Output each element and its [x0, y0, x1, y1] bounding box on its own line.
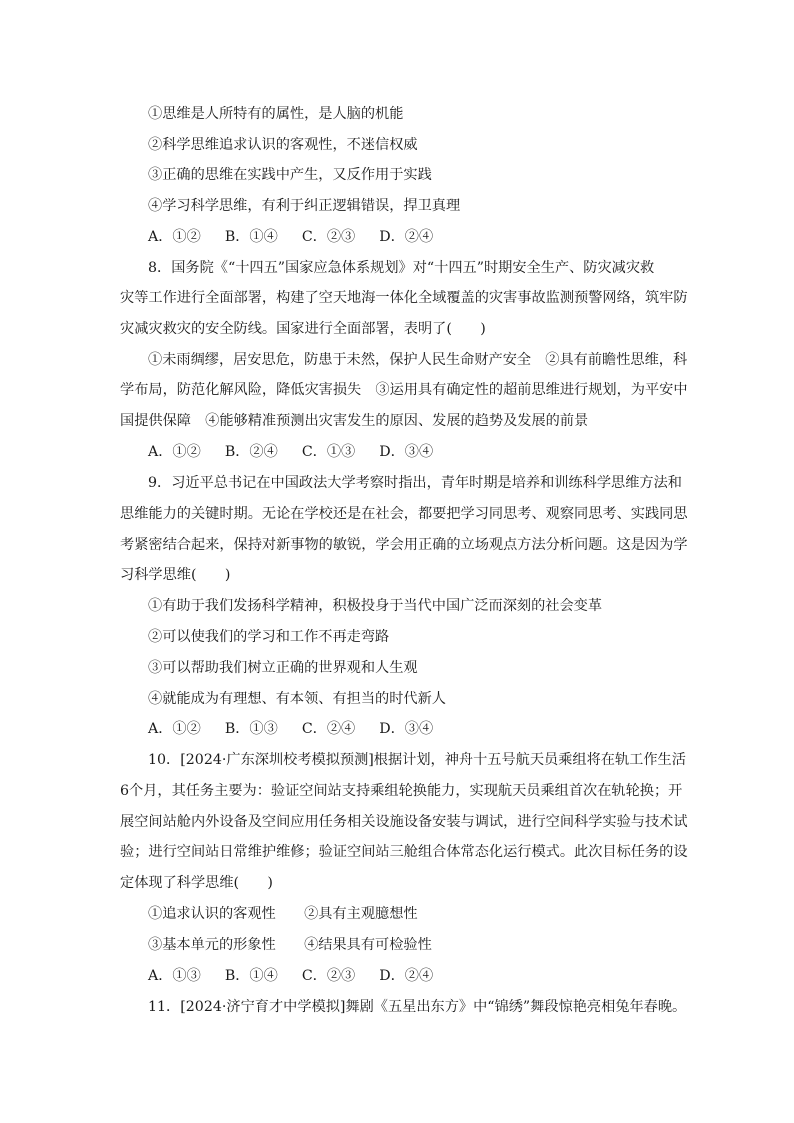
q8-option-d: D．③④ — [379, 444, 434, 460]
q9-option-a: A．①② — [148, 721, 201, 737]
q7-item-1: ①思维是人所特有的属性，是人脑的机能 — [148, 106, 404, 122]
q9-stem-1: 9．习近平总书记在中国政法大学考察时指出，青年时期是培养和训练科学思维方法和 — [148, 475, 682, 491]
q8-stem-1: 8．国务院《“十四五”国家应急体系规划》对“十四五”时期安全生产、防灾减灾救 — [148, 260, 655, 276]
q7-option-c: C．②③ — [301, 229, 356, 245]
q8-item-3: 国提供保障 ④能够精准预测出灾害发生的原因、发展的趋势及发展的前景 — [120, 413, 589, 429]
q7-item-4: ④学习科学思维，有利于纠正逻辑错误，捍卫真理 — [148, 198, 461, 214]
q10-stem-1: 10．[2024·广东深圳校考模拟预测]根据计划，神舟十五号航天员乘组将在轨工作生活 — [148, 752, 686, 768]
q9-stem-3: 考紧密结合起来，保持对新事物的敏锐，学会用正确的立场观点方法分析问题。这是因为学 — [120, 537, 688, 553]
q9-item-3: ③可以帮助我们树立正确的世界观和人生观 — [148, 660, 418, 676]
q9-option-c: C．②④ — [301, 721, 356, 737]
q9-item-4: ④就能成为有理想、有本领、有担当的时代新人 — [148, 691, 446, 707]
q11-stem-1: 11．[2024·济宁育才中学模拟]舞剧《五星出东方》中“锦绣”舞段惊艳亮相兔年春晚。 — [148, 999, 687, 1015]
q7-option-b: B．①④ — [224, 229, 278, 245]
q10-item-row-2: ③基本单元的形象性 ④结果具有可检验性 — [148, 937, 432, 953]
q8-options — [148, 442, 680, 462]
q9-stem-4: 习科学思维( ) — [120, 567, 231, 583]
q8-stem-3: 灾减灾救灾的安全防线。国家进行全面部署，表明了( ) — [120, 321, 486, 337]
q7-options — [148, 227, 680, 247]
q10-option-d: D．②④ — [379, 968, 434, 984]
q7-option-d: D．②④ — [379, 229, 434, 245]
q9-option-b: B．①③ — [224, 721, 278, 737]
q10-option-b: B．①④ — [224, 968, 278, 984]
q7-item-2: ②科学思维追求认识的客观性，不迷信权威 — [148, 137, 418, 153]
q9-item-2: ②可以使我们的学习和工作不再走弯路 — [148, 629, 390, 645]
q9-item-1: ①有助于我们发扬科学精神，积极投身于当代中国广泛而深刻的社会变革 — [148, 598, 603, 614]
q10-stem-3: 展空间站舱内外设备及空间应用任务相关设施设备安装与调试，进行空间科学实验与技术试 — [120, 814, 688, 830]
q8-stem-2: 灾等工作进行全面部署，构建了空天地海一体化全域覆盖的灾害事故监测预警网络，筑牢防 — [120, 290, 688, 306]
q7-item-3: ③正确的思维在实践中产生，又反作用于实践 — [148, 167, 432, 183]
q7-option-a: A．①② — [148, 229, 201, 245]
q10-option-c: C．②③ — [301, 968, 356, 984]
q10-item-row-1: ①追求认识的客观性 ②具有主观臆想性 — [148, 906, 418, 922]
q9-options — [148, 719, 680, 739]
q10-stem-2: 6个月，其任务主要为：验证空间站支持乘组轮换能力，实现航天员乘组首次在轨轮换；开 — [120, 783, 683, 799]
q10-stem-4: 验；进行空间站日常维护维修；验证空间站三舱组合体常态化运行模式。此次目标任务的设 — [120, 844, 688, 860]
q10-stem-5: 定体现了科学思维( ) — [120, 875, 273, 891]
q8-item-1: ①未雨绸缪，居安思危，防患于未然，保护人民生命财产安全 ②具有前瞻性思维，科 — [148, 352, 688, 368]
q10-options — [148, 966, 680, 986]
q9-stem-2: 思维能力的关键时期。无论在学校还是在社会，都要把学习同思考、观察同思考、实践同思 — [120, 506, 688, 522]
q8-option-c: C．①③ — [301, 444, 356, 460]
q8-option-b: B．②④ — [224, 444, 278, 460]
q8-option-a: A．①② — [148, 444, 201, 460]
q10-option-a: A．①③ — [148, 968, 201, 984]
q9-option-d: D．③④ — [379, 721, 434, 737]
q8-item-2: 学布局，防范化解风险，降低灾害损失 ③运用具有确定性的超前思维进行规划，为平安中 — [120, 382, 688, 398]
